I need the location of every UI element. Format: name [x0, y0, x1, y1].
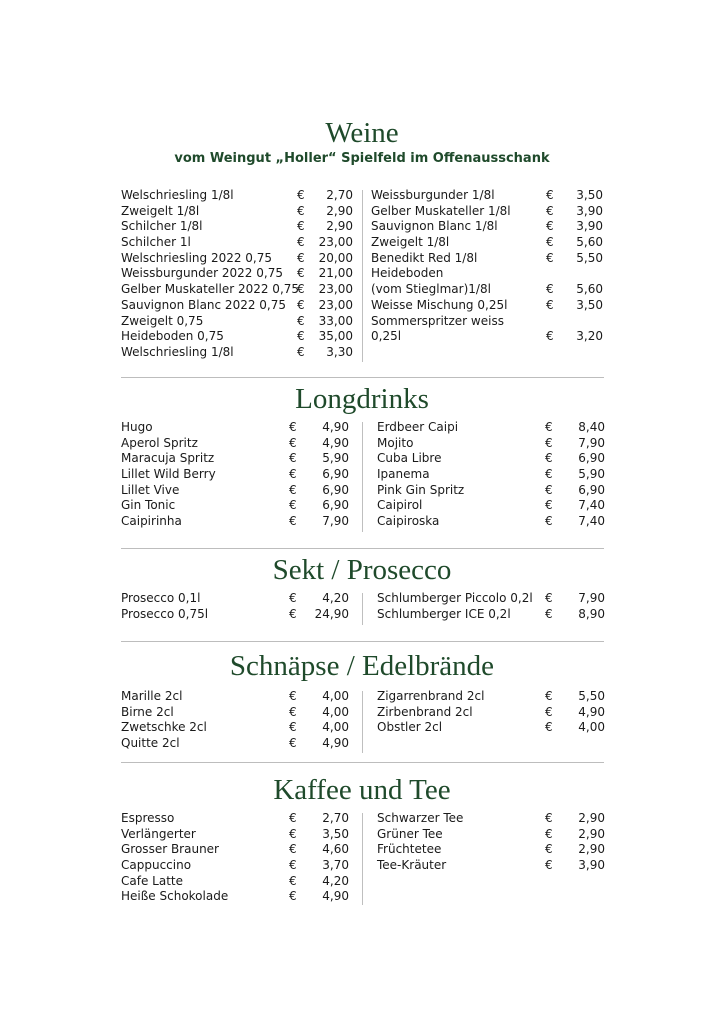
menu-item: [377, 705, 607, 721]
menu-item: [377, 689, 607, 705]
column-divider: [362, 190, 363, 362]
currency-symbol: €: [545, 606, 553, 621]
item-price: 3,90: [576, 203, 603, 218]
section-divider: [121, 548, 604, 549]
currency-symbol: €: [297, 250, 305, 265]
item-name: Aperol Spritz: [121, 435, 198, 450]
menu-item: [377, 514, 607, 530]
item-name: Heideboden: [371, 266, 444, 281]
item-price: 4,90: [322, 736, 349, 751]
menu-item: [121, 345, 356, 361]
menu-item: [371, 266, 606, 282]
currency-symbol: €: [289, 736, 297, 751]
item-price: 5,90: [322, 451, 349, 466]
menu-item: [371, 188, 606, 204]
item-name: Lillet Wild Berry: [121, 467, 216, 482]
item-name: Schlumberger Piccolo 0,2l: [377, 591, 533, 605]
menu-item: [121, 689, 351, 705]
item-price: 2,90: [326, 219, 353, 234]
currency-symbol: €: [289, 889, 297, 904]
menu-item: [121, 436, 351, 452]
item-price: 7,90: [578, 591, 605, 605]
menu-item: [377, 498, 607, 514]
sekt-left-list: [121, 591, 351, 622]
item-name: Tee-Kräuter: [377, 858, 447, 873]
item-price: 3,50: [322, 826, 349, 841]
menu-item: [121, 720, 351, 736]
item-name: Zwetschke 2cl: [121, 720, 207, 735]
item-name: Sauvignon Blanc 1/8l: [371, 219, 498, 234]
menu-item: [377, 842, 607, 858]
currency-symbol: €: [289, 704, 297, 719]
item-price: 3,90: [576, 219, 603, 234]
item-price: 3,90: [578, 858, 605, 873]
item-price: 35,00: [318, 329, 353, 344]
item-price: 3,50: [576, 297, 603, 312]
item-price: 20,00: [318, 250, 353, 265]
section-title-sekt-prosecco: Sekt / Prosecco: [272, 554, 452, 586]
item-name: Sommerspritzer weiss: [371, 313, 504, 328]
item-name: Maracuja Spritz: [121, 451, 215, 466]
currency-symbol: €: [289, 720, 297, 735]
menu-item: [121, 514, 351, 530]
currency-symbol: €: [297, 188, 305, 202]
item-name: Heideboden 0,75: [121, 329, 224, 344]
item-name: Weisse Mischung 0,25l: [371, 297, 508, 312]
item-price: 6,90: [578, 482, 605, 497]
menu-item: [121, 219, 356, 235]
item-name: Heiße Schokolade: [121, 889, 229, 904]
menu-item: [121, 483, 351, 499]
item-name: Zweigelt 1/8l: [121, 203, 200, 218]
item-price: 5,50: [576, 250, 603, 265]
currency-symbol: €: [545, 420, 553, 434]
item-name: Mojito: [377, 435, 414, 450]
currency-symbol: €: [289, 467, 297, 482]
menu-item: [377, 451, 607, 467]
menu-item: [121, 204, 356, 220]
weine-right-list: [371, 188, 606, 345]
menu-item: [121, 827, 351, 843]
currency-symbol: €: [289, 873, 297, 888]
sekt-right-list: [377, 591, 607, 622]
currency-symbol: €: [297, 297, 305, 312]
item-price: 8,90: [578, 606, 605, 621]
currency-symbol: €: [297, 282, 305, 297]
menu-item: [121, 298, 356, 314]
currency-symbol: €: [297, 313, 305, 328]
menu-item: [121, 251, 356, 267]
menu-item: [121, 498, 351, 514]
section-title-kaffee-tee: Kaffee und Tee: [273, 774, 451, 806]
menu-item: [121, 282, 356, 298]
currency-symbol: €: [545, 858, 553, 873]
item-price: 2,70: [322, 811, 349, 825]
currency-symbol: €: [545, 811, 553, 825]
currency-symbol: €: [289, 858, 297, 873]
currency-symbol: €: [545, 704, 553, 719]
section-subtitle-weine: vom Weingut „Holler“ Spielfeld im Offenausschank: [174, 151, 550, 166]
item-name: Benedikt Red 1/8l: [371, 250, 478, 265]
item-name: Welschriesling 1/8l: [121, 344, 234, 359]
item-price: 6,90: [322, 467, 349, 482]
currency-symbol: €: [545, 467, 553, 482]
section-divider: [121, 641, 604, 642]
menu-item: [121, 451, 351, 467]
item-name: Welschriesling 2022 0,75: [121, 250, 273, 265]
menu-item: [121, 188, 356, 204]
item-name: Caipirol: [377, 498, 423, 513]
item-price: 5,60: [576, 282, 603, 297]
item-price: 4,60: [322, 842, 349, 857]
menu-item: [377, 827, 607, 843]
item-name: Birne 2cl: [121, 704, 174, 719]
item-price: 2,90: [578, 811, 605, 825]
column-divider: [362, 593, 363, 625]
item-price: 2,90: [326, 203, 353, 218]
item-name: Marille 2cl: [121, 689, 183, 703]
item-price: 24,90: [314, 606, 349, 621]
item-price: 4,20: [322, 873, 349, 888]
item-price: 3,50: [576, 188, 603, 202]
item-name: Cuba Libre: [377, 451, 442, 466]
menu-item: [377, 467, 607, 483]
currency-symbol: €: [546, 250, 554, 265]
section-title-weine: Weine: [325, 117, 399, 149]
menu-item: [371, 298, 606, 314]
menu-item: [377, 436, 607, 452]
currency-symbol: €: [289, 435, 297, 450]
currency-symbol: €: [545, 842, 553, 857]
menu-item: [377, 591, 607, 607]
currency-symbol: €: [545, 498, 553, 513]
item-name: Grüner Tee: [377, 826, 443, 841]
menu-item: [371, 251, 606, 267]
menu-item: [121, 889, 351, 905]
item-price: 3,20: [576, 329, 603, 344]
item-price: 3,70: [322, 858, 349, 873]
item-name: Cafe Latte: [121, 873, 183, 888]
currency-symbol: €: [289, 842, 297, 857]
menu-item: [371, 314, 606, 330]
item-price: 8,40: [578, 420, 605, 434]
menu-item: [121, 811, 351, 827]
currency-symbol: €: [289, 498, 297, 513]
menu-item: [121, 607, 351, 623]
kaffee-right-list: [377, 811, 607, 874]
currency-symbol: €: [297, 329, 305, 344]
item-name: Welschriesling 1/8l: [121, 188, 234, 202]
currency-symbol: €: [546, 188, 554, 202]
item-price: 2,90: [578, 842, 605, 857]
menu-item: [377, 858, 607, 874]
item-price: 4,00: [578, 720, 605, 735]
currency-symbol: €: [545, 482, 553, 497]
menu-item: [377, 420, 607, 436]
item-price: 2,70: [326, 188, 353, 202]
menu-item: [121, 736, 351, 752]
item-name: Sauvignon Blanc 2022 0,75: [121, 297, 287, 312]
section-divider: [121, 762, 604, 763]
currency-symbol: €: [546, 235, 554, 250]
currency-symbol: €: [545, 689, 553, 703]
item-name: Verlängerter: [121, 826, 196, 841]
currency-symbol: €: [545, 591, 553, 605]
item-name: Gelber Muskateller 1/8l: [371, 203, 511, 218]
column-divider: [362, 422, 363, 532]
item-name: Schilcher 1/8l: [121, 219, 203, 234]
item-name: Zigarrenbrand 2cl: [377, 689, 485, 703]
currency-symbol: €: [545, 435, 553, 450]
item-name: Hugo: [121, 420, 153, 434]
item-name: Lillet Vive: [121, 482, 180, 497]
item-name: Weissburgunder 2022 0,75: [121, 266, 283, 281]
menu-item: [371, 235, 606, 251]
currency-symbol: €: [546, 203, 554, 218]
item-price: 3,30: [326, 344, 353, 359]
menu-item: [121, 314, 356, 330]
item-price: 7,90: [322, 514, 349, 529]
menu-item: [121, 591, 351, 607]
item-price: 4,90: [578, 704, 605, 719]
menu-item: [377, 811, 607, 827]
item-name: Grosser Brauner: [121, 842, 219, 857]
currency-symbol: €: [289, 689, 297, 703]
item-price: 23,00: [318, 297, 353, 312]
item-price: 6,90: [322, 498, 349, 513]
currency-symbol: €: [297, 219, 305, 234]
currency-symbol: €: [289, 606, 297, 621]
item-name: Erdbeer Caipi: [377, 420, 459, 434]
currency-symbol: €: [289, 420, 297, 434]
currency-symbol: €: [289, 811, 297, 825]
menu-item: [371, 204, 606, 220]
menu-item: [371, 282, 606, 298]
longdrinks-left-list: [121, 420, 351, 530]
menu-item: [377, 607, 607, 623]
menu-item: [121, 858, 351, 874]
item-price: 23,00: [318, 282, 353, 297]
menu-item: [377, 720, 607, 736]
kaffee-left-list: [121, 811, 351, 905]
item-name: Schwarzer Tee: [377, 811, 464, 825]
item-price: 2,90: [578, 826, 605, 841]
item-price: 4,20: [322, 591, 349, 605]
item-name: Quitte 2cl: [121, 736, 180, 751]
menu-item: [121, 235, 356, 251]
item-name: Prosecco 0,1l: [121, 591, 201, 605]
currency-symbol: €: [546, 282, 554, 297]
currency-symbol: €: [289, 482, 297, 497]
item-name: Caipirinha: [121, 514, 182, 529]
column-divider: [362, 691, 363, 753]
currency-symbol: €: [297, 203, 305, 218]
item-name: Früchtetee: [377, 842, 442, 857]
menu-item: [121, 266, 356, 282]
column-divider: [362, 813, 363, 905]
section-title-longdrinks: Longdrinks: [295, 383, 429, 415]
menu-item: [121, 329, 356, 345]
longdrinks-right-list: [377, 420, 607, 530]
currency-symbol: €: [546, 297, 554, 312]
item-name: Schlumberger ICE 0,2l: [377, 606, 511, 621]
menu-item: [121, 467, 351, 483]
menu-item: [121, 842, 351, 858]
menu-item: [371, 329, 606, 345]
menu-item: [121, 420, 351, 436]
item-price: 4,90: [322, 889, 349, 904]
schnaepse-left-list: [121, 689, 351, 752]
item-name: Weissburgunder 1/8l: [371, 188, 495, 202]
item-price: 4,90: [322, 435, 349, 450]
item-price: 6,90: [578, 451, 605, 466]
item-price: 5,50: [578, 689, 605, 703]
item-name: Ipanema: [377, 467, 430, 482]
item-price: 4,00: [322, 720, 349, 735]
currency-symbol: €: [297, 344, 305, 359]
item-price: 4,90: [322, 420, 349, 434]
item-name: Prosecco 0,75l: [121, 606, 209, 621]
item-price: 23,00: [318, 235, 353, 250]
item-name: Espresso: [121, 811, 175, 825]
currency-symbol: €: [546, 219, 554, 234]
currency-symbol: €: [545, 720, 553, 735]
item-name: Schilcher 1l: [121, 235, 191, 250]
item-name: Cappuccino: [121, 858, 192, 873]
item-name: Caipiroska: [377, 514, 440, 529]
item-name: Zirbenbrand 2cl: [377, 704, 473, 719]
item-price: 6,90: [322, 482, 349, 497]
item-name: 0,25l: [371, 329, 402, 344]
currency-symbol: €: [545, 514, 553, 529]
currency-symbol: €: [289, 514, 297, 529]
section-divider: [121, 377, 604, 378]
item-name: (vom Stieglmar)1/8l: [371, 282, 491, 297]
item-price: 4,00: [322, 689, 349, 703]
item-name: Zweigelt 0,75: [121, 313, 204, 328]
section-title-schnaepse: Schnäpse / Edelbrände: [229, 650, 495, 682]
item-price: 5,60: [576, 235, 603, 250]
item-price: 7,40: [578, 498, 605, 513]
menu-item: [371, 219, 606, 235]
item-price: 5,90: [578, 467, 605, 482]
item-name: Pink Gin Spritz: [377, 482, 465, 497]
currency-symbol: €: [297, 235, 305, 250]
item-price: 33,00: [318, 313, 353, 328]
item-name: Obstler 2cl: [377, 720, 443, 735]
weine-left-list: [121, 188, 356, 361]
item-name: Zweigelt 1/8l: [371, 235, 450, 250]
item-price: 21,00: [318, 266, 353, 281]
menu-item: [377, 483, 607, 499]
item-price: 7,40: [578, 514, 605, 529]
currency-symbol: €: [545, 826, 553, 841]
currency-symbol: €: [545, 451, 553, 466]
schnaepse-right-list: [377, 689, 607, 736]
item-name: Gelber Muskateller 2022 0,75: [121, 282, 300, 297]
menu-item: [121, 705, 351, 721]
menu-item: [121, 874, 351, 890]
currency-symbol: €: [546, 329, 554, 344]
currency-symbol: €: [289, 591, 297, 605]
currency-symbol: €: [297, 266, 305, 281]
currency-symbol: €: [289, 826, 297, 841]
item-price: 7,90: [578, 435, 605, 450]
item-name: Gin Tonic: [121, 498, 176, 513]
currency-symbol: €: [289, 451, 297, 466]
item-price: 4,00: [322, 704, 349, 719]
